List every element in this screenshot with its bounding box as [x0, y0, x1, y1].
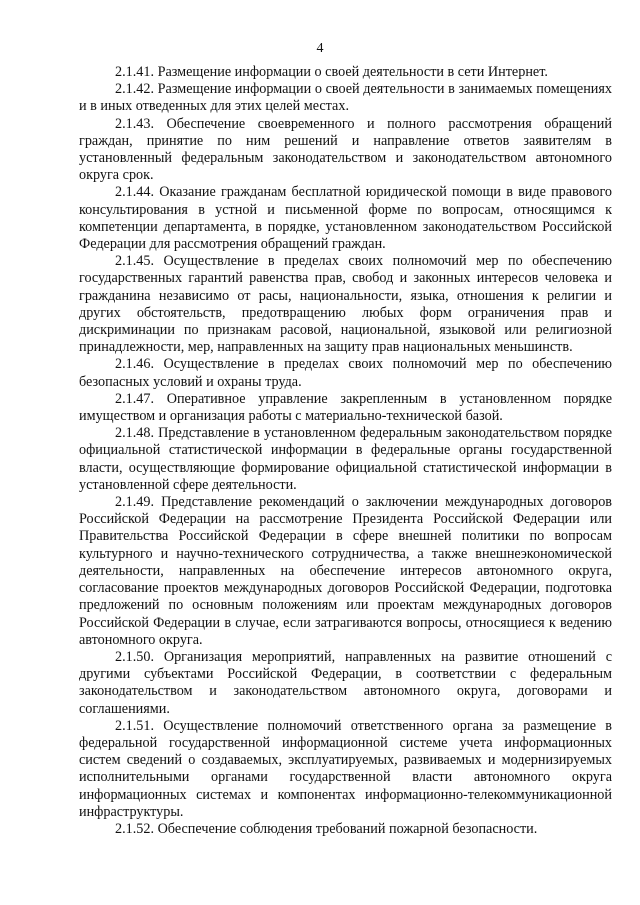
paragraph-number: 2.1.48.: [115, 425, 155, 442]
paragraph-text: Оказание гражданам бесплатной юридической помощи в виде правового консультирования в устной и письменной форме по вопросам, относящимся к компетенции департамента, в порядке, установленном законодательством Российской Федерации для рассмотрения обращений граждан.: [79, 184, 613, 253]
paragraph-number: 2.1.49.: [115, 494, 155, 511]
paragraph-2-1-50: [79, 649, 612, 718]
paragraph-text: Представление рекомендаций о заключении международных договоров Российской Федерации на рассмотрение Президента Российской Федерации или Правительства Российской Федерации в сфере внешней политики по вопросам культурного и научно-технического сотрудничества, а также внешнеэкономической деятельности, направленных на обеспечение интересов автономного округа, согласование проектов международных договоров Российской Федерации, подготовка предложений по основным положениям или проектам международных договоров Российской Федерации в случае, если затрагиваются вопросы, относящиеся к ведению автономного округа.: [79, 494, 612, 648]
paragraph-2-1-45: [79, 253, 612, 356]
paragraph-2-1-44: [79, 184, 612, 253]
paragraph-2-1-47: [79, 391, 612, 425]
paragraph-number: 2.1.43.: [115, 115, 155, 132]
paragraph-2-1-52: [79, 821, 612, 838]
paragraph-number: 2.1.45.: [115, 253, 155, 270]
paragraph-2-1-46: [79, 356, 612, 390]
paragraph-2-1-41: [79, 64, 612, 81]
paragraph-number: 2.1.47.: [115, 390, 155, 407]
paragraph-number: 2.1.42.: [115, 81, 155, 98]
page-number: 4: [316, 41, 324, 56]
paragraph-number: 2.1.41.: [115, 64, 155, 80]
paragraph-number: 2.1.50.: [115, 648, 155, 665]
paragraph-2-1-42: [79, 81, 612, 115]
paragraph-2-1-48: [79, 425, 612, 494]
paragraph-text: Обеспечение своевременного и полного рассмотрения обращений граждан, принятие по ним решений и направление ответов заявителям в установленный федеральным законодательством и законодательством автономного округа срок.: [79, 115, 612, 184]
paragraph-text: Размещение информации о своей деятельности в сети Интернет.: [157, 64, 548, 80]
paragraph-text: Размещение информации о своей деятельности в занимаемых помещениях и в иных отведенных для этих целей местах.: [79, 81, 613, 115]
paragraph-2-1-49: [79, 494, 612, 649]
paragraph-2-1-43: [79, 116, 612, 185]
paragraph-number: 2.1.44.: [115, 184, 155, 201]
paragraph-text: Организация мероприятий, направленных на развитие отношений с другими субъектами Российской Федерации, в соответствии с федеральным законодательством и законодательством автономного округа, договорами и соглашениями.: [79, 648, 612, 717]
paragraph-text: Осуществление в пределах своих полномочий мер по обеспечению безопасных условий и охраны труда.: [79, 356, 613, 390]
paragraph-text: Представление в установленном федеральным законодательством порядке официальной статистической информации в федеральные органы государственной власти, осуществляющие формирование официальной статистической информации в установленной сфере деятельности.: [79, 425, 613, 493]
paragraph-text: Обеспечение соблюдения требований пожарной безопасности.: [157, 820, 538, 837]
paragraph-number: 2.1.51.: [115, 717, 155, 734]
paragraph-text: Осуществление в пределах своих полномочий мер по обеспечению государственных гарантий равенства прав, свобод и законных интересов человека и гражданина независимо от расы, национальности, языка, отношения к религии и других обстоятельств, предотвращению любых форм ограничения прав и дискриминации по признакам расовой, национальной, языковой или религиозной принадлежности, мер, направленных на защиту прав национальных меньшинств.: [79, 253, 613, 356]
paragraph-2-1-51: [79, 718, 612, 821]
paragraph-text: Осуществление полномочий ответственного органа за размещение в федеральной государственной информационной системе учета информационных систем сведений о создаваемых, эксплуатируемых, развиваемых и модернизируемых исполнительными органами государственной власти автономного округа информационных системах и компонентах информационно-телекоммуникационной инфраструктуры.: [79, 717, 612, 820]
paragraph-number: 2.1.46.: [115, 356, 155, 373]
paragraph-text: Оперативное управление закрепленным в установленном порядке имуществом и организация работы с материально-технической базой.: [79, 390, 612, 425]
paragraph-number: 2.1.52.: [115, 820, 155, 837]
document-body: [79, 64, 612, 838]
